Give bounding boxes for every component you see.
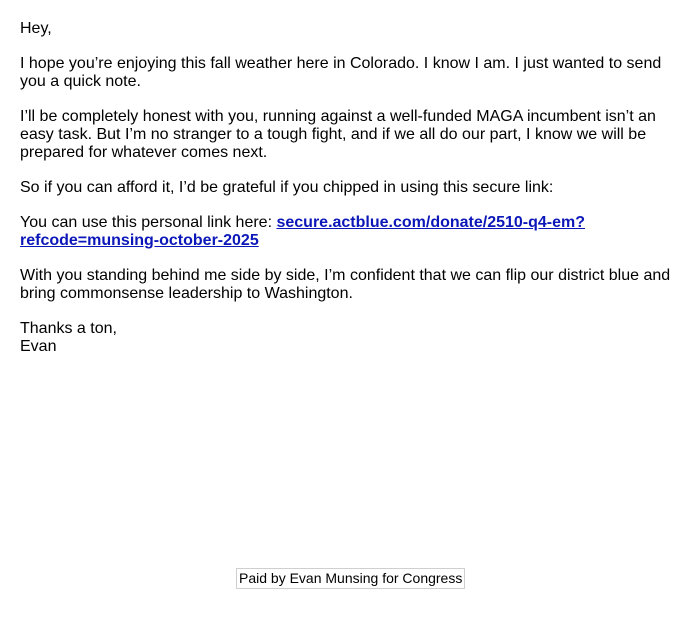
email-body	[20, 20, 680, 356]
closing-paragraph: With you standing behind me side by side, I’m confident that we can flip our district blue and bring commonsense leadership to Washington.	[20, 267, 671, 302]
donate-link-line2[interactable]: refcode=munsing-october-2025	[20, 232, 259, 249]
donate-link-line1[interactable]: secure.actblue.com/donate/2510-q4-em?	[276, 214, 586, 231]
signature: Evan	[20, 338, 57, 355]
signoff: Thanks a ton,	[20, 320, 117, 337]
paid-for-disclaimer: Paid by Evan Munsing for Congress	[236, 568, 465, 589]
link-paragraph	[20, 214, 680, 250]
honesty-paragraph: I’ll be completely honest with you, running against a well-funded MAGA incumbent isn’t an easy task. But I’m no stranger to a tough fight, and if we all do our part, I know we will be prepared for whatever comes next.	[20, 108, 656, 161]
intro-paragraph: I hope you’re enjoying this fall weather here in Colorado. I know I am. I just wanted to send you a quick note.	[20, 55, 662, 90]
ask-paragraph: So if you can afford it, I’d be grateful if you chipped in using this secure link:	[20, 179, 554, 196]
link-intro-text: You can use this personal link here:	[20, 214, 277, 231]
greeting: Hey,	[20, 20, 52, 37]
